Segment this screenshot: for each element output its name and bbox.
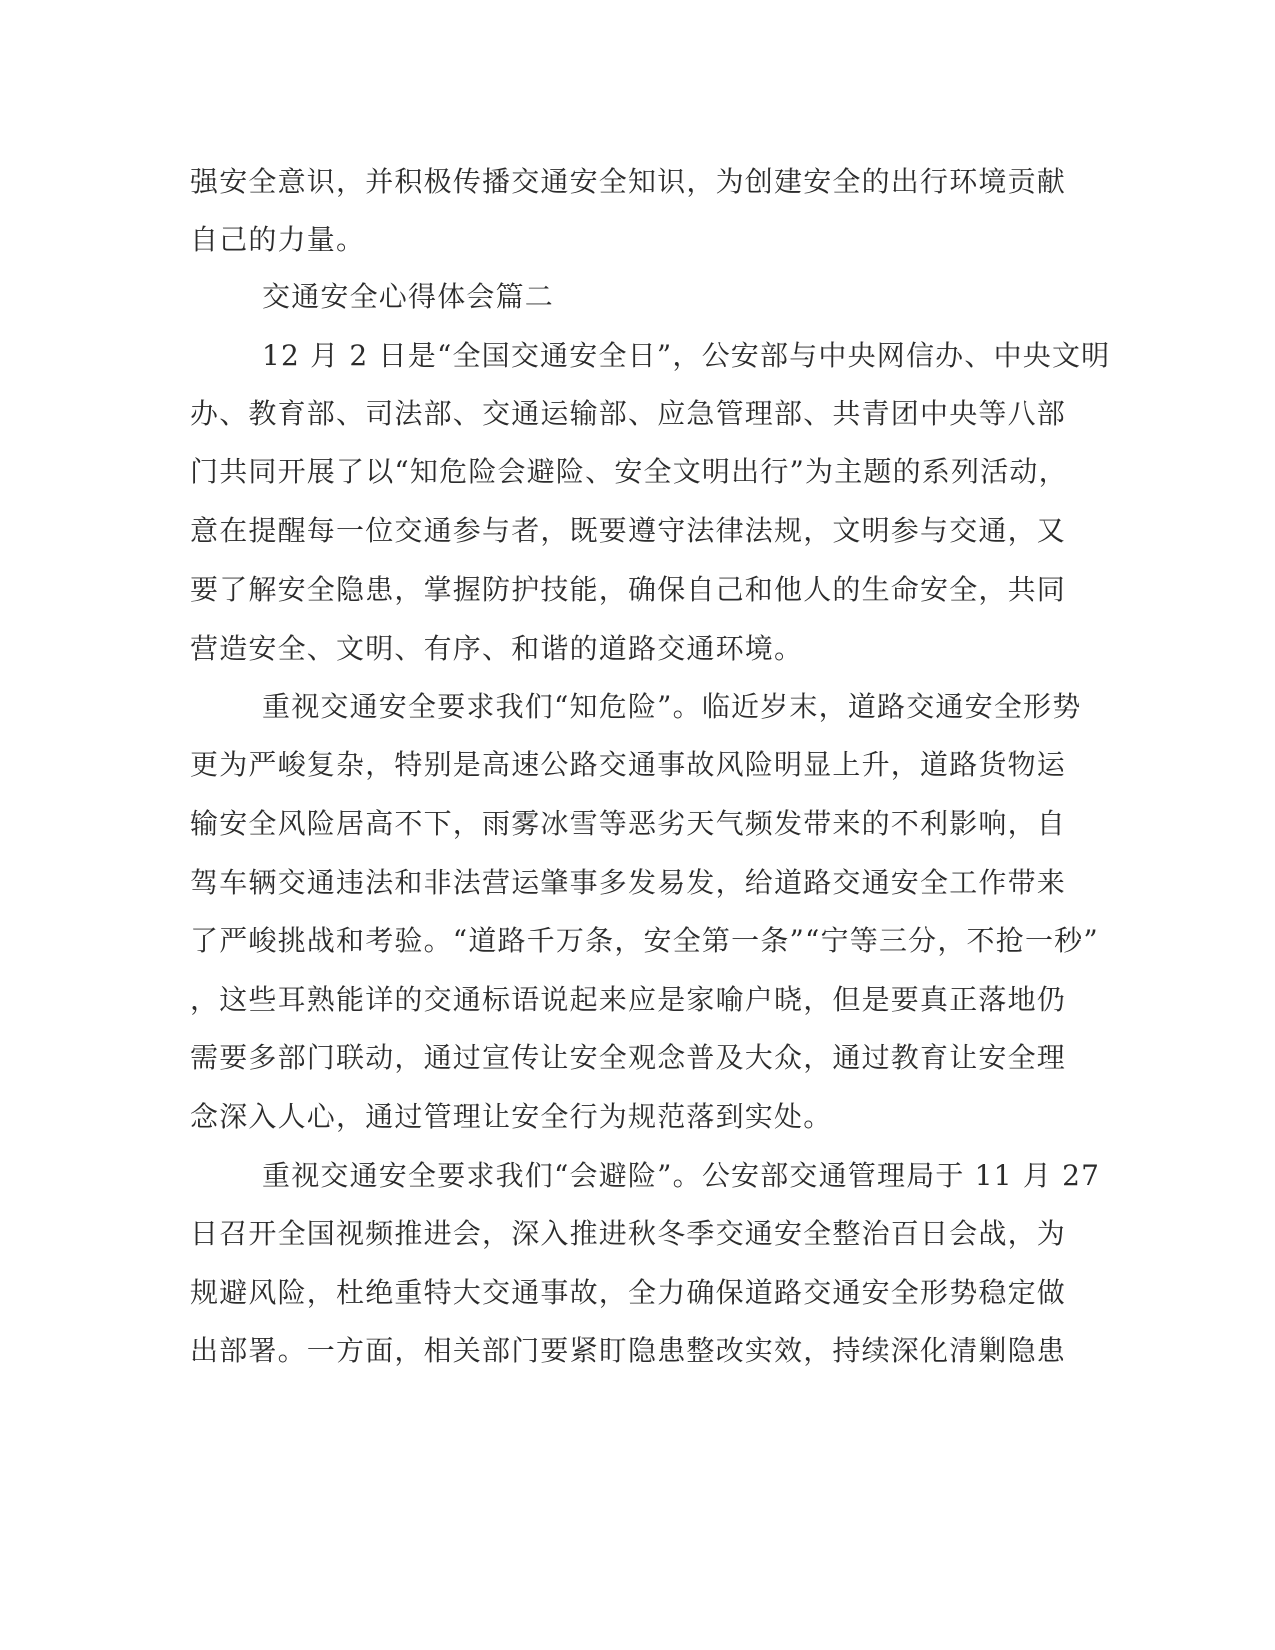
- text-line: 输安全风险居高不下，雨雾冰雪等恶劣天气频发带来的不利影响，自: [190, 807, 1067, 840]
- text-line: 需要多部门联动，通过宣传让安全观念普及大众，通过教育让安全理: [190, 1041, 1067, 1074]
- text-line: 念深入人心，通过管理让安全行为规范落到实处。: [190, 1100, 833, 1133]
- text-line: 办、教育部、司法部、交通运输部、应急管理部、共青团中央等八部: [190, 397, 1067, 430]
- paragraph-start: 重视交通安全要求我们“知危险”。临近岁末，道路交通安全形势: [262, 690, 1082, 723]
- text-line: 日召开全国视频推进会，深入推进秋冬季交通安全整治百日会战，为: [190, 1217, 1067, 1250]
- text-line: 出部署。一方面，相关部门要紧盯隐患整改实效，持续深化清剿隐患: [190, 1334, 1067, 1367]
- text-line: 强安全意识，并积极传播交通安全知识，为创建安全的出行环境贡献: [190, 165, 1067, 198]
- text-line: 意在提醒每一位交通参与者，既要遵守法律法规，文明参与交通，又: [190, 514, 1067, 547]
- paragraph-start: 重视交通安全要求我们“会避险”。公安部交通管理局于 11 月 27: [262, 1159, 1101, 1192]
- text-line: 更为严峻复杂，特别是高速公路交通事故风险明显上升，道路货物运: [190, 748, 1067, 781]
- paragraph-start: 12 月 2 日是“全国交通安全日”，公安部与中央网信办、中央文明: [262, 339, 1111, 372]
- text-line: 要了解安全隐患，掌握防护技能，确保自己和他人的生命安全，共同: [190, 573, 1067, 606]
- text-line: 营造安全、文明、有序、和谐的道路交通环境。: [190, 632, 804, 665]
- text-line: 了严峻挑战和考验。“道路千万条，安全第一条”“宁等三分，不抢一秒”: [190, 924, 1099, 957]
- text-line: 驾车辆交通违法和非法营运肇事多发易发，给道路交通安全工作带来: [190, 866, 1067, 899]
- text-line: ，这些耳熟能详的交通标语说起来应是家喻户晓，但是要真正落地仍: [190, 983, 1067, 1016]
- text-line: 自己的力量。: [190, 223, 366, 256]
- text-line: 规避风险，杜绝重特大交通事故，全力确保道路交通安全形势稳定做: [190, 1276, 1067, 1309]
- text-line: 门共同开展了以“知危险会避险、安全文明出行”为主题的系列活动，: [190, 455, 1068, 488]
- section-heading: 交通安全心得体会篇二: [262, 280, 555, 313]
